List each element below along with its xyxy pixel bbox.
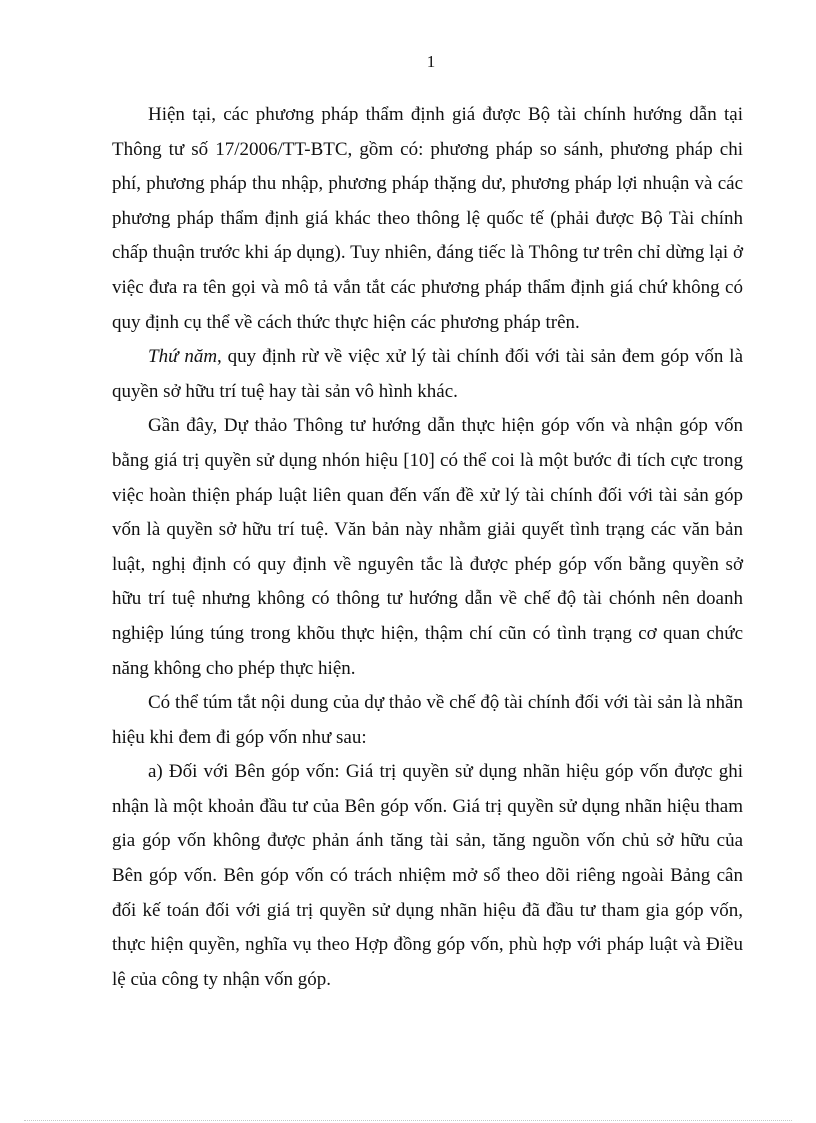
footer-divider [24, 1120, 792, 1121]
paragraph-draft-circular: Gần đây, Dự thảo Thông tư hướng dẫn thực hiện góp vốn và nhận góp vốn bằng giá trị quyền sử dụng nhón hiệu [10] có thể coi là một bước đi tích cực trong việc hoàn thiện pháp luật liên quan đến vấn đề xử lý tài chính đối với tài sản góp vốn là quyền sở hữu trí tuệ. Văn bản này nhằm giải quyết tình trạng các văn bản luật, nghị định có quy định về nguyên tắc là được phép góp vốn bằng quyền sở hữu trí tuệ nhưng không có thông tư hướng dẫn về chế độ tài chónh nên doanh nghiệp lúng túng trong khõu thực hiện, thậm chí cũn có tình trạng cơ quan chức năng không cho phép thực hiện. [112, 415, 743, 679]
paragraph-lead-italic: Thứ năm [148, 346, 218, 368]
paragraph-fifth-point [112, 340, 743, 409]
paragraph-summary-intro: Có thể túm tắt nội dung của dự thảo về chế độ tài chính đối với tài sản là nhãn hiệu khi đem đi góp vốn như sau: [112, 692, 743, 748]
paragraph-lead-rest: , quy định rừ về việc xử lý tài chính đối với tài sản đem góp vốn là quyền sở hữu trí tuệ hay tài sản vô hình khác. [112, 346, 744, 402]
body-text [112, 98, 743, 997]
page-number: 1 [426, 52, 436, 71]
paragraph-appraisal-methods: Hiện tại, các phương pháp thẩm định giá được Bộ tài chính hướng dẫn tại Thông tư số 17/2006/TT-BTC, gồm có: phương pháp so sánh, phương pháp chi phí, phương pháp thu nhập, phương pháp thặng dư, phương pháp lợi nhuận và các phương pháp thẩm định giá khác theo thông lệ quốc tế (phải được Bộ Tài chính chấp thuận trước khi áp dụng). Tuy nhiên, đáng tiếc là Thông tư trên chỉ dừng lại ở việc đưa ra tên gọi và mô tả vắn tắt các phương pháp thẩm định giá chứ không có quy định cụ thể về cách thức thực hiện các phương pháp trên. [112, 104, 743, 333]
paragraph-contributor-rules: a) Đối với Bên góp vốn: Giá trị quyền sử dụng nhãn hiệu góp vốn được ghi nhận là một khoản đầu tư của Bên góp vốn. Giá trị quyền sử dụng nhãn hiệu tham gia góp vốn không được phản ánh tăng tài sản, tăng nguồn vốn chủ sở hữu của Bên góp vốn. Bên góp vốn có trách nhiệm mở sổ theo dõi riêng ngoài Bảng cân đối kế toán đối với giá trị quyền sử dụng nhãn hiệu đã đầu tư tham gia góp vốn, thực hiện quyền, nghĩa vụ theo Hợp đồng góp vốn, phù hợp với pháp luật và Điều lệ của công ty nhận vốn góp. [112, 761, 743, 990]
